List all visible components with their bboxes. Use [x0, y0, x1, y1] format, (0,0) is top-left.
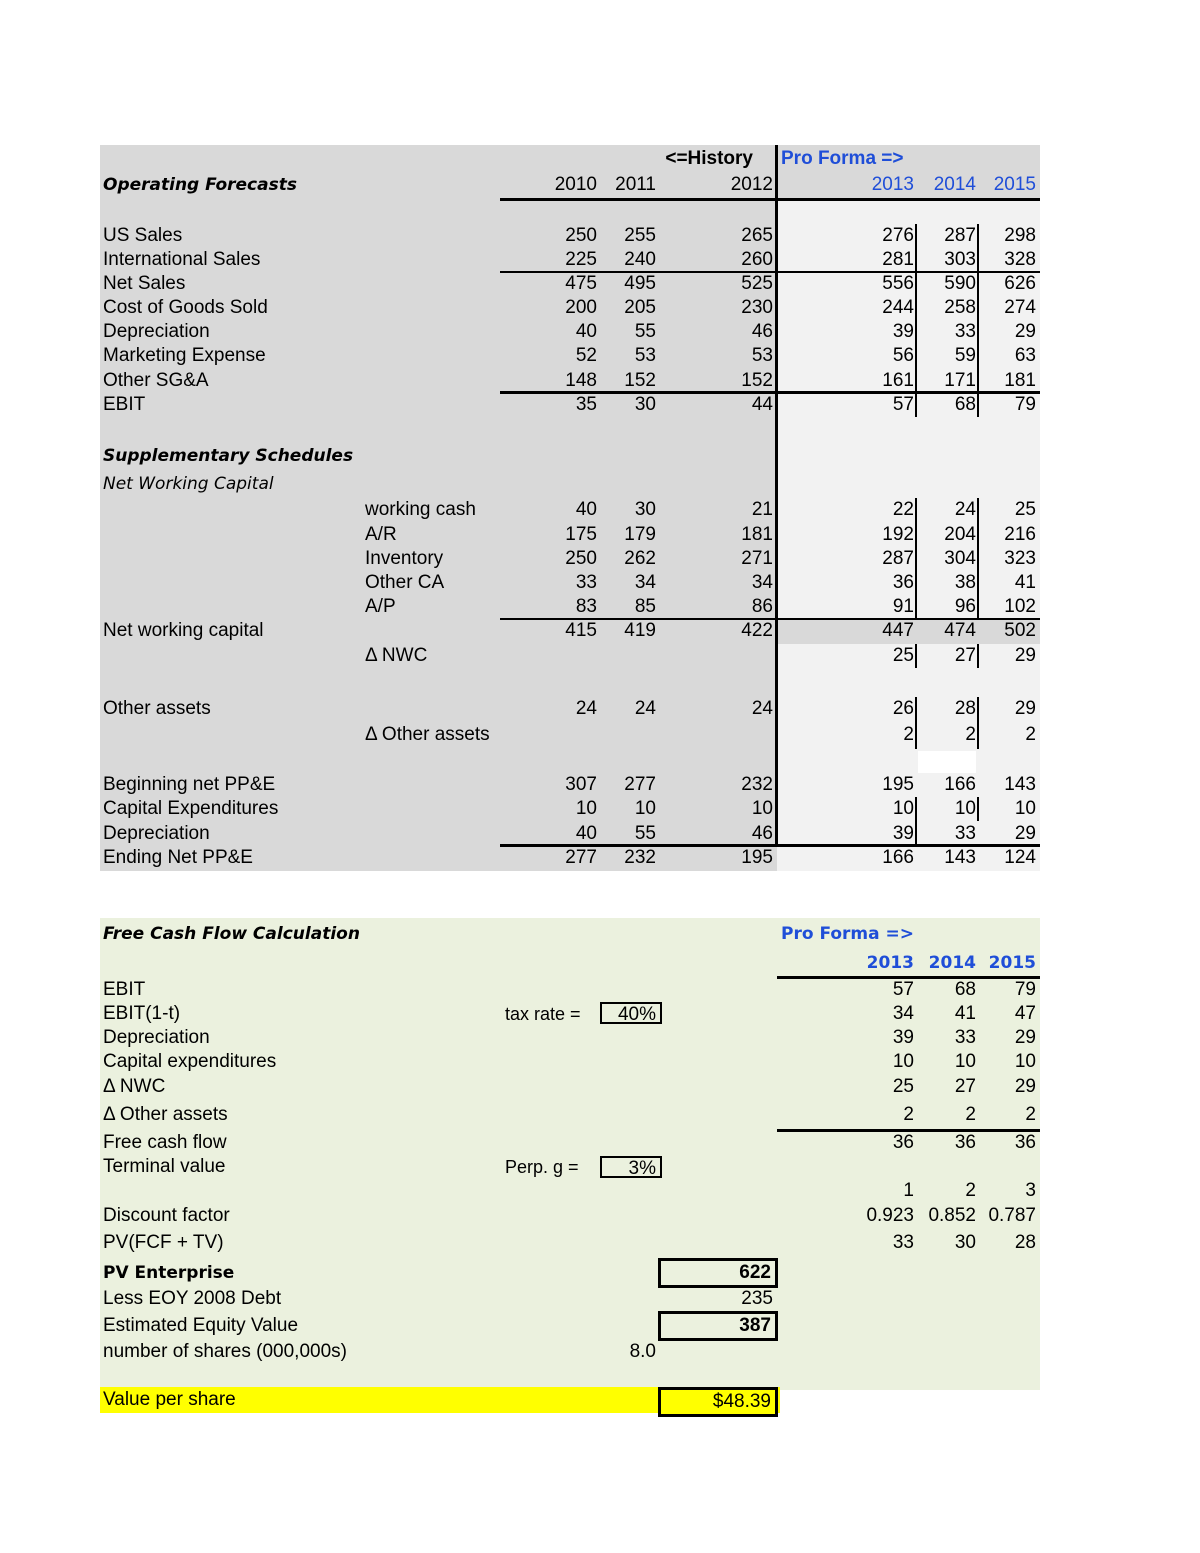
history-proforma-divider [775, 145, 778, 847]
table-row: Net working capital 415 419 422 447 474 502 [103, 620, 1036, 641]
supplementary-title-row [100, 444, 1040, 468]
table-row: Δ Other assets 2 2 2 [103, 1104, 1036, 1125]
cell-border [915, 498, 917, 618]
table-row: A/R 175 179 181 192 204 216 [365, 524, 1036, 545]
table-row: Capital expenditures 10 10 10 [103, 1051, 1036, 1072]
supplementary-title: Supplementary Schedules [103, 446, 354, 466]
table-row: Net Sales 475 495 525 556 590 626 [103, 273, 1036, 294]
perpetual-growth-input[interactable]: 3% [600, 1156, 662, 1178]
table-row: EBIT(1-t) tax rate = 34 41 47 [103, 1003, 1036, 1024]
growth-label: Perp. g = [505, 1157, 579, 1177]
table-row: Depreciation 40 55 46 39 33 29 [103, 321, 1036, 342]
table-row: EBIT 35 30 44 57 68 79 [103, 394, 1036, 415]
pv-row: PV(FCF + TV) 33 30 28 [103, 1232, 1036, 1253]
shares-value: 8.0 [629, 1341, 656, 1362]
header-underline [500, 198, 1040, 201]
pv-enterprise-row [100, 1261, 1040, 1285]
equity-value: 387 [658, 1311, 778, 1341]
cell-border [915, 797, 917, 846]
debt-value: 235 [741, 1288, 773, 1309]
table-row: International Sales 225 240 260 281 303 328 [103, 249, 1036, 270]
table-row: Δ NWC 25 27 29 [365, 645, 1036, 666]
year-2013: 2013 [871, 174, 914, 195]
debt-row: Less EOY 2008 Debt 235 [103, 1288, 773, 1309]
operating-forecasts-title: Operating Forecasts [103, 175, 297, 195]
table-row: US Sales 250 255 265 276 287 298 [103, 225, 1036, 246]
equity-row: Estimated Equity Value [103, 1315, 299, 1336]
table-row: Δ NWC 25 27 29 [103, 1076, 1036, 1097]
table-row: Ending Net PP&E 277 232 195 166 143 124 [103, 847, 1036, 868]
table-row: Δ Other assets 2 2 2 [365, 724, 1036, 745]
table-row: Other SG&A 148 152 152 161 171 181 [103, 370, 1036, 391]
tax-rate-input[interactable]: 40% [600, 1002, 662, 1024]
free-cash-flow-section [100, 918, 1040, 1412]
table-row: Depreciation 40 55 46 39 33 29 [103, 823, 1036, 844]
table-row: EBIT 57 68 79 [103, 979, 1036, 1000]
pv-enterprise-label: PV Enterprise [103, 1263, 235, 1283]
nwc-title-row [100, 472, 1040, 496]
fcf-pro-forma-label: Pro Forma => [781, 924, 915, 944]
blank-cell [918, 751, 976, 773]
cell-border [915, 644, 917, 668]
fcf-year-2014: 2014 [928, 953, 976, 973]
fcf-year-2013: 2013 [866, 953, 914, 973]
table-row: working cash 40 30 21 22 24 25 [365, 499, 1036, 520]
year-2014: 2014 [933, 174, 976, 195]
value-per-share-value: $48.39 [658, 1387, 778, 1417]
cell-border [977, 498, 979, 618]
table-row: Other assets 24 24 24 26 28 29 [103, 698, 1036, 719]
header-row-labels [100, 147, 1040, 171]
value-per-share-row [100, 1388, 1040, 1412]
value-per-share-label: Value per share [103, 1389, 236, 1410]
table-row: Other CA 33 34 34 36 38 41 [365, 572, 1036, 593]
table-row: Free cash flow 36 36 36 [103, 1132, 1036, 1153]
year-2012: 2012 [730, 174, 773, 195]
cell-border [977, 797, 979, 821]
cell-border [915, 224, 917, 417]
cell-border [977, 697, 979, 749]
cell-border [977, 224, 979, 417]
periods-row: 1 2 3 [903, 1180, 1036, 1201]
pro-forma-label: Pro Forma => [781, 148, 904, 169]
nwc-title: Net Working Capital [103, 474, 274, 494]
fcf-title: Free Cash Flow Calculation [103, 924, 360, 944]
cell-border [915, 697, 917, 749]
header-row-years [100, 173, 1040, 197]
tax-rate-label: tax rate = [505, 1004, 581, 1024]
table-row: Capital Expenditures 10 10 10 10 10 10 [103, 798, 1036, 819]
table-row: Cost of Goods Sold 200 205 230 244 258 274 [103, 297, 1036, 318]
discount-row: Discount factor 0.923 0.852 0.787 [103, 1205, 1036, 1226]
year-2015: 2015 [993, 174, 1036, 195]
year-2011: 2011 [615, 174, 656, 195]
pv-enterprise-value: 622 [658, 1258, 778, 1288]
fcf-year-2015: 2015 [988, 953, 1036, 973]
year-2010: 2010 [554, 174, 597, 195]
cell-border [977, 644, 979, 668]
table-row: Beginning net PP&E 307 277 232 195 166 143 [103, 774, 1036, 795]
table-row: Depreciation 39 33 29 [103, 1027, 1036, 1048]
table-row: Marketing Expense 52 53 53 56 59 63 [103, 345, 1036, 366]
table-row: Terminal value Perp. g = [103, 1156, 579, 1177]
history-label: <=History [665, 148, 753, 169]
operating-forecasts-section [100, 145, 1040, 871]
table-row: Inventory 250 262 271 287 304 323 [365, 548, 1036, 569]
fcf-title-row [100, 922, 1040, 946]
shares-row: number of shares (000,000s) 8.0 [103, 1341, 656, 1362]
table-row: A/P 83 85 86 91 96 102 [365, 596, 1036, 617]
fcf-years-row [100, 951, 1040, 975]
